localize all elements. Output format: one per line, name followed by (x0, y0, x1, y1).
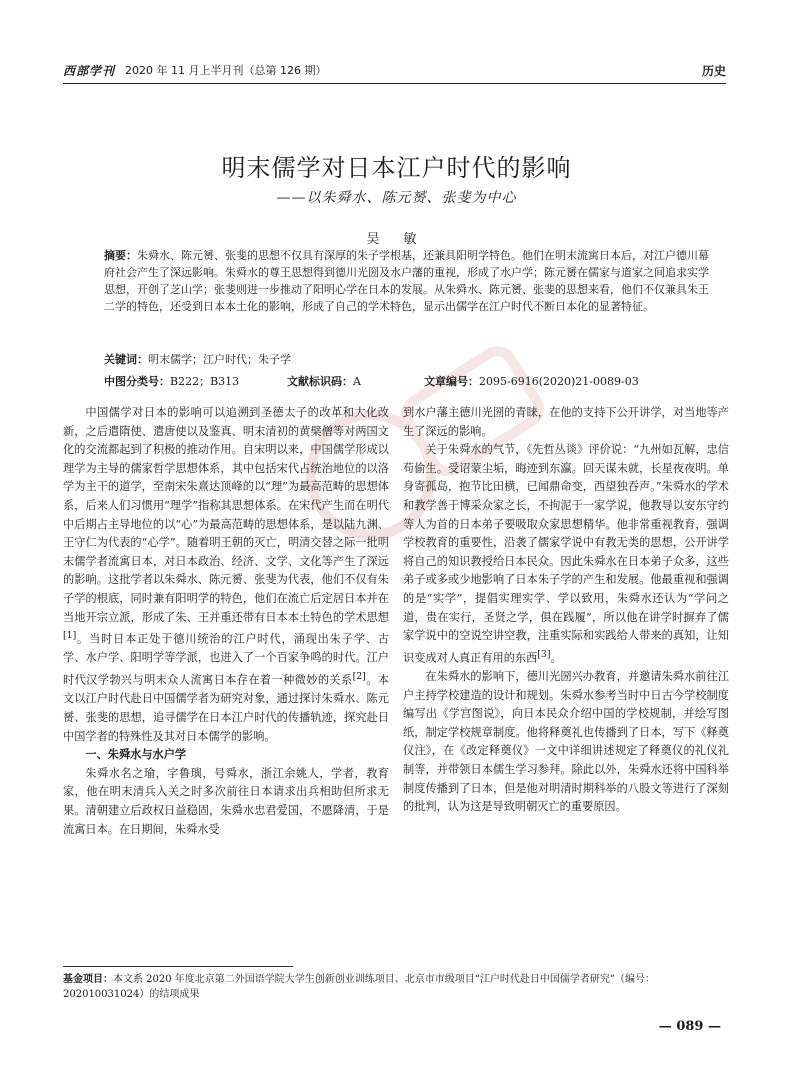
keywords-text: 明末儒学；江户时代；朱子学 (148, 353, 291, 366)
keywords (104, 352, 291, 368)
article-title: 明末儒学对日本江户时代的影响 (221, 154, 572, 183)
footnote-text: 本文系 2020 年度北京第二外国语学院大学生创新创业训练项目、北京市市级项目“江户时代赴日中国儒学者研究”（编号：202010031024）的结项成果 (63, 974, 656, 1000)
citation-ref: [2] (352, 671, 366, 683)
issue-info: 2020 年 11 月上半月刊（总第 126 期） (125, 64, 327, 77)
journal-logo: 西部学刊 (63, 64, 116, 78)
footnote-rule (63, 966, 293, 967)
clc-label: 中图分类号： (104, 375, 170, 388)
abstract-text: 朱舜水、陈元赟、张斐的思想不仅具有深厚的朱子学根基，还兼具阳明学特色。他们在明末流寓日本后，对江户德川幕府社会产生了深远影响。朱舜水的尊王思想得到德川光圀及水户藩的重视，形成了水户学；陈元赟在儒家与道家之间追求实学思想，开创了芝山学；张斐则进一步推动了阳明心学在日本的发展。从朱舜水、陈元赟、张斐的思想来看，他们不仅兼具朱王二学的特色，还受到日本本土化的影响，形成了自己的学术特色，显示出儒学在江户时代不断日本化的显著特征。 (104, 249, 709, 313)
clc-value: B222；B313 (170, 375, 240, 388)
body-column-left (63, 404, 389, 839)
citation-ref: [3] (537, 648, 551, 660)
article-number-value: 2095-6916(2020)21-0089-03 (479, 375, 639, 388)
doc-code-label: 文献标识码： (287, 375, 353, 388)
body-paragraph: 中国儒学对日本的影响可以追溯到圣德太子的改革和大化改新，之后遣隋使、遣唐使以及鉴真、明末清初的黄檗僧等对两国文化的交流都起到了积极的推动作用。自宋明以来，中国儒学形成以理学为主导的儒家哲学思想体系，其中包括宋代占统治地位的以洛学为主干的道学，至南宋朱熹达顶峰的以“理”为最高范畴的思想体系，后来人们习惯用“理学”指称其思想体系。在宋代产生而在明代中后期占主导地位的以“心”为最高范畴的思想体系，是以陆九渊、王守仁为代表的“心学”。随着明王朝的灭亡，明清交替之际一批明末儒学者流寓日本，对日本政治、经济、文学、文化等产生了深远的影响。这批学者以朱舜水、陈元赟、张斐为代表，他们不仅有朱子学的根底，同时兼有阳明学的特色，他们在流亡后定居日本并在当地开宗立派，形成了朱、王并重还带有日本本土特色的学术思想[1]。当时日本正处于德川统治的江户时代，涌现出朱子学、古学、水户学、阳明学等学派，也进入了一个百家争鸣的时代。江户时代汉学勃兴与明末众人流寓日本存在着一种微妙的关系[2]。本文以江户时代赴日中国儒学者为研究对象，通过探讨朱舜水、陈元赟、张斐的思想，追寻儒学在日本江户时代的传播轨迹，探究赴日中国学者的特殊性及其对日本儒学的影响。 (63, 406, 389, 743)
body-paragraph: 在朱舜水的影响下，德川光圀兴办教育，并邀请朱舜水前往江户主持学校建造的设计和规划。朱舜水参考当时中日古今学校制度编写出《学宫图说》，向日本民众介绍中国的学校规制，并绘写图纸，制定学校规章制度。他将释奠礼也传播到了日本，写下《释奠仪注》，在《改定释奠仪》一文中详细讲述规定了释奠仪的礼仪礼制等，并带领日本儒生学习参拜。除此以外，朱舜水还将中国科举制度传播到了日本，但是他对明清时期科举的八股文等进行了深刻的批判，认为这是导致明朝灭亡的重要原因。 (403, 670, 729, 814)
section-tag: 历史 (701, 64, 726, 78)
body-column-right (403, 404, 729, 817)
body-paragraph: 到水户藩主德川光圀的青睐，在他的支持下公开讲学，对当地等产生了深远的影响。 (403, 406, 729, 438)
running-header (63, 62, 726, 82)
abstract-label: 摘要： (104, 249, 137, 262)
article-subtitle: ——以朱舜水、陈元赟、张斐为中心 (276, 190, 517, 206)
clc-number (104, 374, 239, 390)
header-rule (63, 83, 726, 84)
footnote (63, 972, 726, 1002)
abstract (104, 247, 709, 315)
doc-code-value: A (353, 375, 361, 388)
keywords-label: 关键词： (104, 353, 148, 366)
author-name: 吴 敏 (366, 232, 427, 247)
body-paragraph: 朱舜水名之瑜，字鲁璵，号舜水，浙江余姚人，学者，教育家，他在明末清兵入关之时多次前往日本请求出兵相助但所求无果。清朝建立后政权日益稳固，朱舜水忠君爱国，不愿降清，于是流寓日本。在日期间，朱舜水受 (63, 766, 389, 836)
article-number (424, 374, 639, 390)
doc-code (287, 374, 361, 390)
body-paragraph: 关于朱舜水的气节，《先哲丛谈》评价说：“九州如瓦解，忠信苟偷生。受诏蒙尘垢，晦迹到东瀛。回天谋未就，长星夜夜明。单身寄孤岛，抱节比田横，已闻鼎命变，西望独吞声。”朱舜水的学术和教学善于博采众家之长，不拘泥于一家学说，他教导以安东守约等人为首的日本弟子要吸取众家思想精华。他非常重视教育，强调学校教育的重要性，沿袭了儒家学说中有教无类的思想，公开讲学将自己的知识教授给日本民众。因此朱舜水在日本弟子众多，这些弟子或多或少地影响了日本朱子学的产生和发展。他最重视和强调的是“实学”，提倡实理实学、学以致用，朱舜水还认为“学问之道，贵在实行，圣贤之学，俱在践履”，所以他在讲学时摒弃了儒家学说中的空说空讲空教，注重实际和实践给人带来的真知，让知识变成对人真正有用的东西[3]。 (403, 443, 729, 665)
page-number: — 089 — (658, 1019, 721, 1034)
article-number-label: 文章编号： (424, 375, 479, 388)
section-heading: 一、朱舜水与水户学 (85, 748, 187, 762)
footnote-label: 基金项目： (63, 974, 113, 985)
citation-ref: [1] (63, 630, 77, 642)
